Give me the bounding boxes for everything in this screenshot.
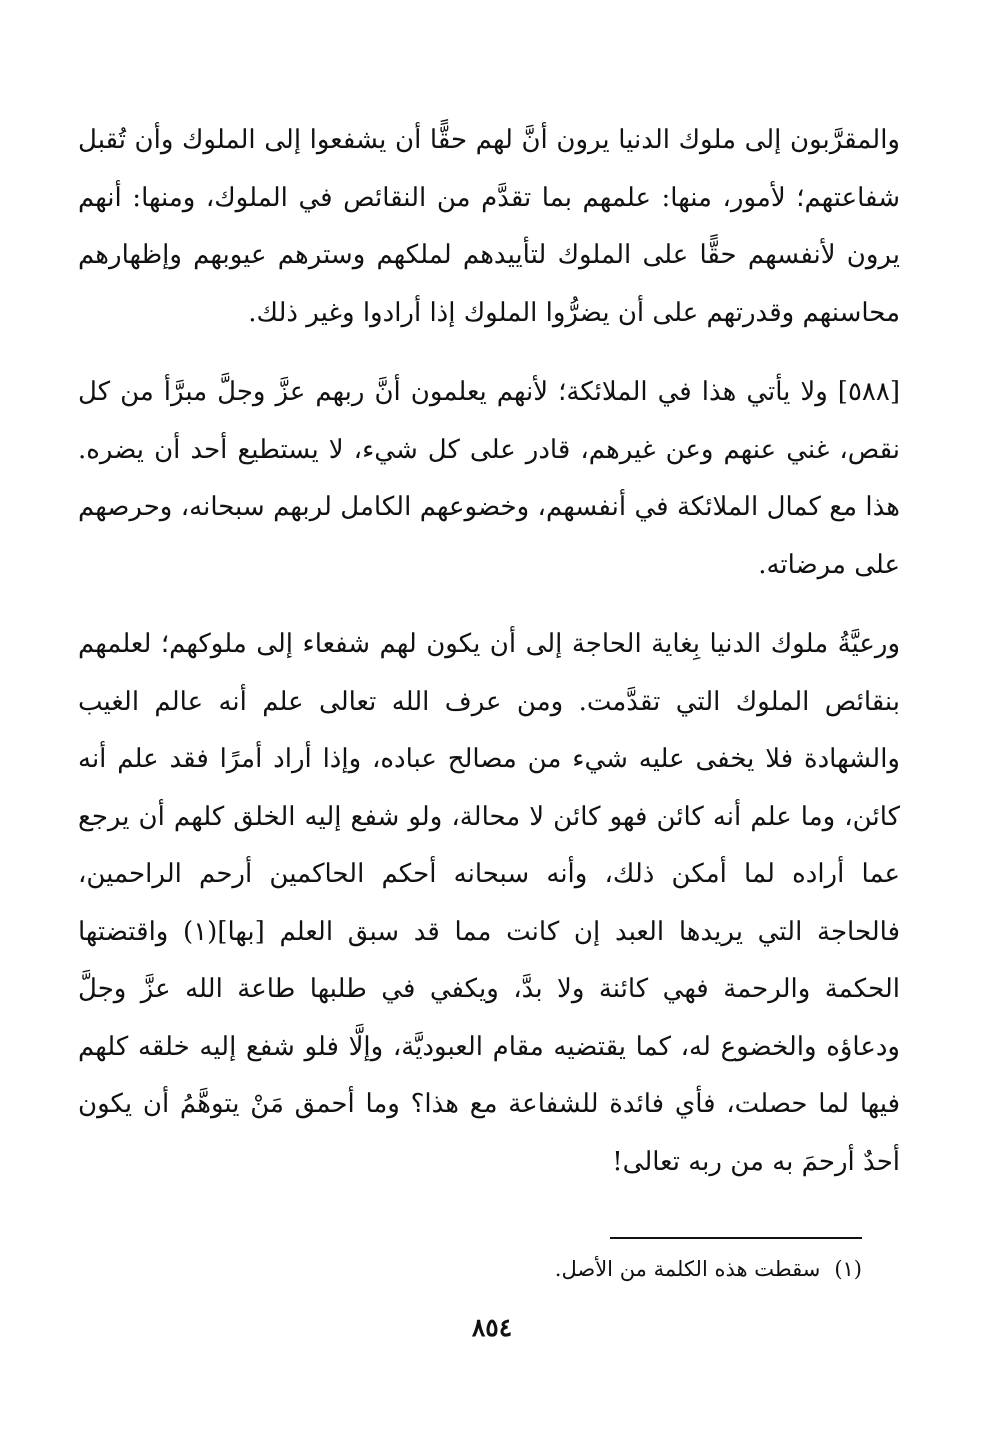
footnote-text: سقطت هذه الكلمة من الأصل. (554, 1257, 821, 1281)
page-body (78, 112, 900, 1191)
footnote-number: (١) (834, 1257, 862, 1281)
paragraph-subjects-of-kings: ورعيَّةُ ملوك الدنيا بِغاية الحاجة إلى أن يكون لهم شفعاء إلى ملوكهم؛ لعلمهم بنقائص الملوك التي تقدَّمت. ومن عرف الله تعالى علم أنه عالم الغيب والشهادة فلا يخفى عليه شيء من مصالح عباده، وإذا أراد أمرًا فقد علم أنه كائن، وما علم أنه كائن فهو كائن لا محالة، ولو شفع إليه الخلق كلهم أن يرجع عما أراده لما أمكن ذلك، وأنه سبحانه أحكم الحاكمين أرحم الراحمين، فالحاجة التي يريدها العبد إن كانت مما قد سبق العلم [بها](١) واقتضتها الحكمة والرحمة فهي كائنة ولا بدَّ، ويكفي في طلبها طاعة الله عزَّ وجلَّ ودعاؤه والخضوع له، كما يقتضيه مقام العبوديَّة، وإلَّا فلو شفع إليه خلقه كلهم فيها لما حصلت، فأي فائدة للشفاعة مع هذا؟ وما أحمق مَنْ يتوهَّمُ أن يكون أحدٌ أرحمَ به من ربه تعالى! (78, 629, 900, 1177)
paragraph-intercessors-of-kings: والمقرَّبون إلى ملوك الدنيا يرون أنَّ لهم حقًّا أن يشفعوا إلى الملوك وأن تُقبل شفاعتهم؛ لأمور، منها: علمهم بما تقدَّم من النقائص في الملوك، ومنها: أنهم يرون لأنفسهم حقًّا على الملوك لتأييدهم لملكهم وسترهم عيوبهم وإظهارهم محاسنهم وقدرتهم على أن يضرُّوا الملوك إذا أرادوا وغير ذلك. (78, 125, 900, 328)
page-number: ٨٥٤ (471, 1313, 513, 1342)
footnote-separator (610, 1237, 862, 1239)
paragraph-angels-588: [٥٨٨] ولا يأتي هذا في الملائكة؛ لأنهم يعلمون أنَّ ربهم عزَّ وجلَّ مبرَّأ من كل نقص، غني عنهم وعن غيرهم، قادر على كل شيء، لا يستطيع أحد أن يضره. هذا مع كمال الملائكة في أنفسهم، وخضوعهم الكامل لربهم سبحانه، وحرصهم على مرضاته. (78, 377, 900, 580)
footnote (262, 1252, 862, 1286)
